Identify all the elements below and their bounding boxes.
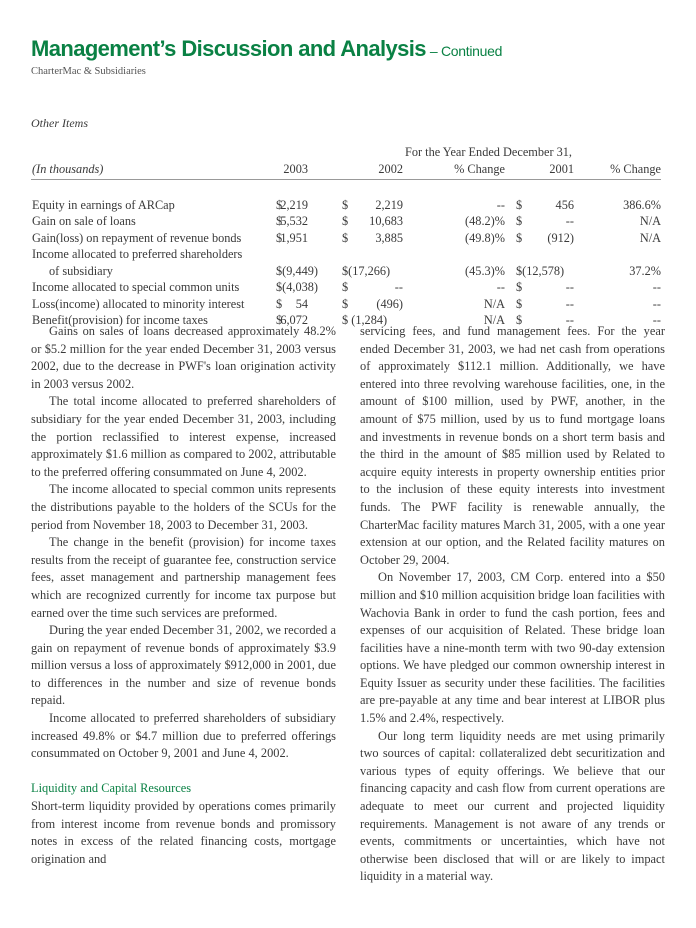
value-2003: 2,219 xyxy=(280,197,308,212)
row-label: Equity in earnings of ARCap xyxy=(32,197,175,212)
currency: $ xyxy=(516,280,523,294)
change-2002: 37.2% xyxy=(629,263,661,278)
title-text: Management’s Discussion and Analysis xyxy=(31,36,426,61)
row-label: Benefit(provision) for income taxes xyxy=(32,313,208,327)
currency: $ xyxy=(342,197,349,212)
liquidity-heading: Liquidity and Capital Resources xyxy=(31,781,192,796)
span-header: For the Year Ended December 31, xyxy=(405,145,572,159)
change-2002: N/A xyxy=(639,214,661,228)
currency: $ (1,284) xyxy=(342,313,388,327)
paragraph: The change in the benefit (provision) for income taxes results from the receipt of guarantee fee, construction service fees, asset management and partnership management fees which are recognized currently for income tax purpose but earned over the time such services are preformed. xyxy=(31,535,336,620)
currency: $ xyxy=(342,214,349,228)
currency: $ xyxy=(342,230,349,245)
change-2002: 386.6% xyxy=(623,197,661,212)
paragraph: Income allocated to preferred shareholders of subsidiary increased 49.8% or $4.7 million due to preferred offerings consummated on October 9, 2001 and June 4, 2002. xyxy=(31,711,336,761)
paragraph: servicing fees, and fund management fees. For the year ended December 31, 2003, we had net cash from operations of approximately $112.1 million. Additionally, we have entered into three revolving warehouse facilities, one, in the amount of $100 million, used by PWF, another, in the amount of $75 million, used by us to fund mortgage loans and investments in revenue bonds on a short term basis and the third in the amount of $85 million used by Related to acquire equity interests in property ownership entities prior to the inclusion of these equity interests into investment funds. The PWF facility is renewable annually, the CharterMac facility matures March 31, 2005, with a one year extension at our option, and the Related facility matures on October 29, 2004. xyxy=(360,324,665,567)
paragraph: The total income allocated to preferred shareholders of subsidiary for the year ended December 31, 2003, including the portion reclassified to interest expense, increased approximately $1.6 million as compared to 2002, attributable to the preferred offering consummated on June 4, 2002. xyxy=(31,394,336,479)
value-2003: 6,072 xyxy=(280,313,308,327)
row-label: Gain on sale of loans xyxy=(32,214,136,228)
change-2003: (45.3)% xyxy=(465,263,505,278)
value-2002: (496) xyxy=(376,296,403,311)
title-continued: – Continued xyxy=(429,43,503,59)
currency: $(4,038) xyxy=(276,280,319,294)
change-2002: -- xyxy=(652,280,661,294)
left-paragraphs xyxy=(31,323,336,763)
liquidity-paragraph: Short-term liquidity provided by operations comes primarily from interest income from revenue bonds and promissory notes in excess of the related financing costs, mortgage origination and xyxy=(31,799,336,866)
value-2002: 2,219 xyxy=(375,197,403,212)
value-2001: -- xyxy=(565,280,574,294)
change-2003: N/A xyxy=(483,296,505,311)
currency: $(12,578) xyxy=(516,263,565,278)
change-2002: -- xyxy=(652,313,661,327)
table-row xyxy=(31,297,661,314)
change-2003: N/A xyxy=(483,313,505,327)
row-label: Income allocated to preferred shareholders xyxy=(32,247,243,261)
value-2003: 1,951 xyxy=(280,230,308,245)
currency: $ xyxy=(276,230,283,245)
currency: $ xyxy=(342,280,349,294)
column-header: 2002 xyxy=(378,161,403,176)
company-subtitle: CharterMac & Subsidiaries xyxy=(31,66,146,77)
table-header-row xyxy=(31,162,661,180)
change-2003: (49.8)% xyxy=(465,230,505,245)
value-2003: 54 xyxy=(295,296,308,311)
value-2001: 456 xyxy=(555,197,574,212)
column-header: % Change xyxy=(454,161,505,176)
change-2002: N/A xyxy=(639,230,661,245)
paragraph: On November 17, 2003, CM Corp. entered into a $50 million and $10 million acquisition bridge loan facilities with Wachovia Bank in order to fund the cash portion, fees and expenses of our acquisition of Related. These bridge loan facilities have a nine-month term with two 90-day extension options. We have pledged our common ownership interest in Equity Issuer as security under these facilities. The facilities are pre-payable at any time and bear interest at LIBOR plus 1.5% and 2.4%, respectively. xyxy=(360,570,665,726)
currency: $ xyxy=(276,197,283,212)
value-2001: -- xyxy=(565,313,574,327)
row-label: Loss(income) allocated to minority interest xyxy=(32,296,245,311)
value-2001: -- xyxy=(565,296,574,311)
value-2002: 3,885 xyxy=(375,230,403,245)
right-paragraphs xyxy=(360,323,665,886)
row-label: of subsidiary xyxy=(49,263,113,278)
table-row xyxy=(31,264,661,281)
currency: $(17,266) xyxy=(342,263,391,278)
value-2002: -- xyxy=(394,280,403,294)
column-header: 2003 xyxy=(283,161,308,176)
currency: $ xyxy=(342,296,349,311)
value-2003: 5,532 xyxy=(280,214,308,228)
left-column xyxy=(31,323,336,868)
column-header: 2001 xyxy=(549,161,574,176)
change-2003: (48.2)% xyxy=(465,214,505,228)
change-2003: -- xyxy=(496,197,505,212)
row-label: Gain(loss) on repayment of revenue bonds xyxy=(32,230,242,245)
currency: $ xyxy=(516,296,523,311)
currency: $(9,449) xyxy=(276,263,319,278)
change-2003: -- xyxy=(496,280,505,294)
value-2001: -- xyxy=(565,214,574,228)
currency: $ xyxy=(516,197,523,212)
paragraph: Gains on sales of loans decreased approximately 48.2% or $5.2 million for the year ended December 31, 2003 versus 2002, due to the decrease in PWF's loan origination activity in 2003 versus 2002. xyxy=(31,324,336,391)
other-items-table xyxy=(31,145,661,330)
paragraph: During the year ended December 31, 2002, we recorded a gain on repayment of revenue bonds of approximately $3.9 million versus a loss of approximately $912,000 in 2001, due to differences in the number and size of revenue bonds repaid. xyxy=(31,623,336,708)
currency: $ xyxy=(276,313,283,327)
table-span-header-row xyxy=(31,145,661,162)
page-title xyxy=(31,36,502,62)
table-row xyxy=(31,198,661,215)
section-title: Other Items xyxy=(31,116,88,130)
column-header: % Change xyxy=(610,161,661,176)
currency: $ xyxy=(516,214,523,228)
table-body xyxy=(31,198,661,330)
currency: $ xyxy=(276,214,283,228)
column-header: (In thousands) xyxy=(32,161,104,176)
currency: $ xyxy=(276,296,283,311)
table-row xyxy=(31,280,661,297)
currency: $ xyxy=(516,313,523,327)
right-column xyxy=(360,323,665,886)
change-2002: -- xyxy=(652,296,661,311)
currency: $ xyxy=(516,230,523,245)
table-row xyxy=(31,214,661,231)
row-label: Income allocated to special common units xyxy=(32,280,240,294)
value-2001: (912) xyxy=(547,230,574,245)
table-row xyxy=(31,231,661,248)
paragraph: Our long term liquidity needs are met using primarily two sources of capital: collateralized debt securitization and various types of equity offerings. We believe that our financing capacity and cash flow from current operations are adequate to meet our current and projected liquidity requirements. Management is not aware of any trends or events, commitments or uncertainties, which have not otherwise been disclosed that will or are likely to impact liquidity in a material way. xyxy=(360,728,665,884)
paragraph: The income allocated to special common units represents the distributions payable to the holders of the SCUs for the period from November 18, 2003 to December 31, 2003. xyxy=(31,482,336,532)
value-2002: 10,683 xyxy=(369,214,403,228)
table-row xyxy=(31,247,661,264)
